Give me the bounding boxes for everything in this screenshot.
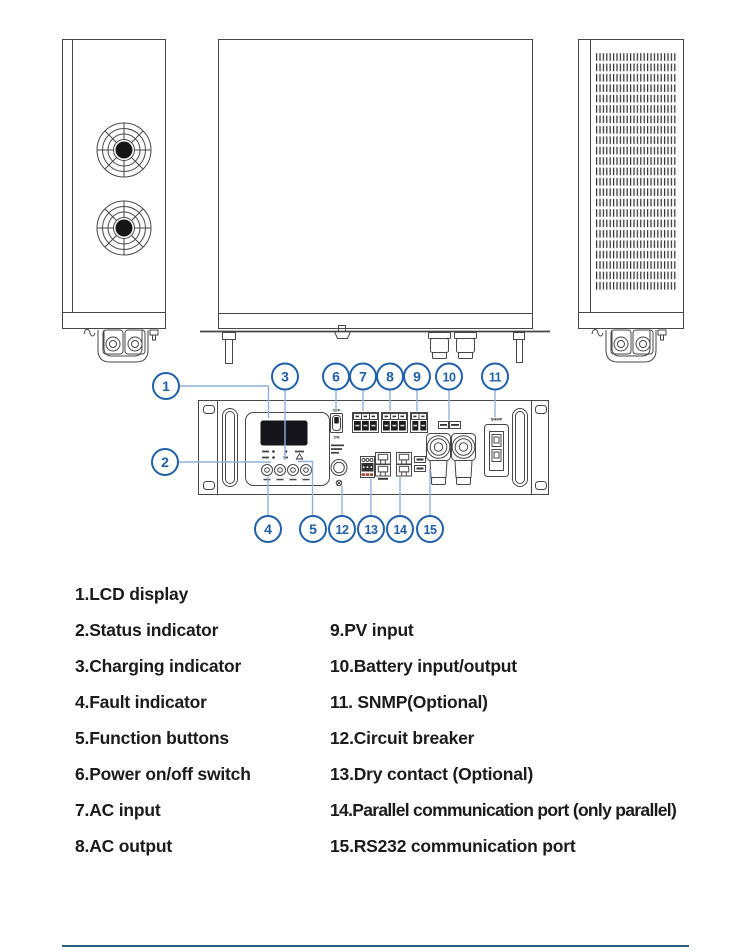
pv-input-terminal [411, 413, 428, 433]
function-buttons [262, 465, 312, 481]
status-indicators [262, 450, 304, 459]
legend-item-14: 14.Parallel communication port (only parallel) [330, 800, 677, 820]
battery-connectors [427, 422, 476, 485]
legend-item-10: 10.Battery input/output [330, 656, 517, 676]
cable-gland-cluster [84, 329, 158, 362]
legend-item-2: 2.Status indicator [75, 620, 219, 640]
callout-9 [404, 364, 430, 390]
legend-item-9: 9.PV input [330, 620, 414, 640]
lcd-display [261, 421, 307, 445]
bottom-divider [62, 945, 689, 947]
svg-text:13: 13 [364, 523, 378, 537]
svg-text:7: 7 [359, 368, 367, 385]
dry-contact-block [361, 457, 375, 478]
fan-icon [97, 201, 151, 255]
callout-2 [152, 449, 178, 475]
legend-item-1: 1.LCD display [75, 584, 189, 604]
callout-12 [329, 516, 355, 542]
callout-5 [300, 516, 326, 542]
legend-item-15: 15.RS232 communication port [330, 836, 576, 856]
svg-text:3: 3 [281, 368, 289, 385]
legend-item-13: 13.Dry contact (Optional) [330, 764, 534, 784]
svg-text:10: 10 [442, 370, 456, 385]
snmp-module [485, 417, 509, 477]
vent-grille [596, 53, 677, 291]
cable-gland-cluster [592, 329, 666, 362]
circuit-breaker [331, 460, 347, 486]
callout-15 [417, 516, 443, 542]
legend-item-7: 7.AC input [75, 800, 161, 820]
rs232-port [397, 453, 426, 477]
svg-text:6: 6 [332, 368, 340, 385]
legend-item-6: 6.Power on/off switch [75, 764, 251, 784]
front-view [200, 40, 550, 364]
svg-text:1: 1 [162, 378, 170, 394]
ac-input-terminal [353, 413, 379, 433]
callout-7 [350, 364, 376, 390]
power-switch [331, 408, 343, 440]
svg-text:5: 5 [309, 521, 317, 537]
callout-11 [482, 364, 508, 390]
callout-6 [323, 364, 349, 390]
parallel-port [376, 453, 391, 480]
side-view-left [63, 40, 166, 363]
svg-text:12: 12 [335, 523, 349, 537]
legend-item-3: 3.Charging indicator [75, 656, 242, 676]
callout-13 [358, 516, 384, 542]
callout-3 [272, 364, 298, 390]
callout-14 [387, 516, 413, 542]
svg-text:9: 9 [413, 368, 421, 385]
svg-text:11: 11 [488, 370, 502, 385]
snmp-label: SNMP [490, 416, 503, 422]
switch-off-label: OFF [332, 407, 341, 413]
svg-text:2: 2 [161, 454, 169, 470]
legend-item-4: 4.Fault indicator [75, 692, 207, 712]
rack-panel [199, 401, 549, 495]
switch-on-label: ON [333, 434, 340, 440]
callout-1 [153, 373, 179, 399]
svg-text:14: 14 [393, 523, 407, 537]
callout-10 [436, 364, 462, 390]
fan-icon [97, 123, 151, 177]
legend-item-11: 11. SNMP(Optional) [330, 692, 488, 712]
legend-item-5: 5.Function buttons [75, 728, 229, 748]
callout-4 [255, 516, 281, 542]
fault-warning-icon [296, 454, 302, 459]
callout-8 [377, 364, 403, 390]
svg-text:15: 15 [423, 523, 437, 537]
legend-item-12: 12.Circuit breaker [330, 728, 475, 748]
ac-output-terminal [382, 413, 408, 433]
side-view-right [579, 40, 684, 363]
rating-text-block [331, 445, 344, 454]
legend-item-8: 8.AC output [75, 836, 172, 856]
svg-text:8: 8 [386, 368, 394, 385]
svg-text:4: 4 [264, 521, 272, 537]
